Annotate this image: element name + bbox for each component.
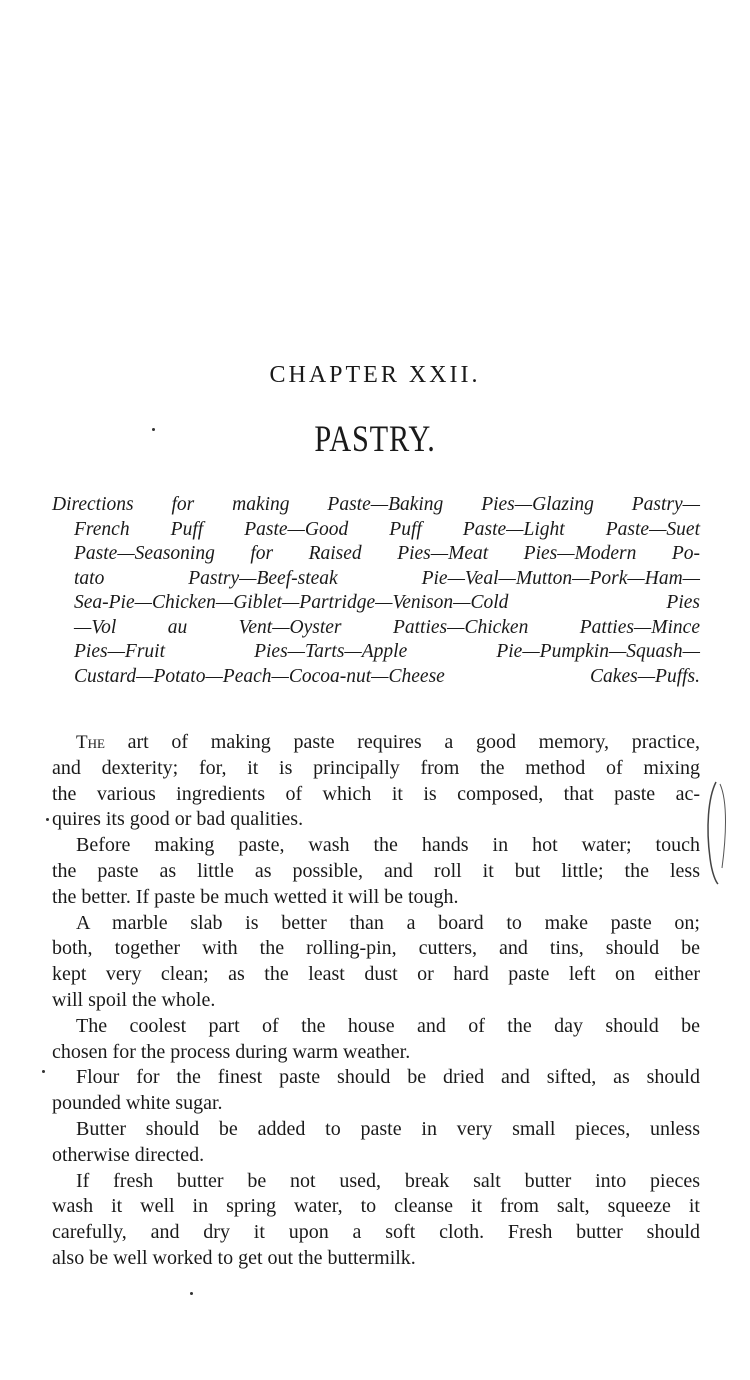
body-line: both, together with the rolling-pin, cutters, and tins, should be [52,937,700,960]
scan-speck [46,818,49,821]
body-line: pounded white sugar. [52,1092,223,1115]
summary-line: French Puff Paste—Good Puff Paste—Light Paste—Suet [74,518,700,540]
body-line: will spoil the whole. [52,988,216,1011]
chapter-heading: CHAPTER XXII. [269,362,481,388]
body-line: wash it well in spring water, to cleanse it from salt, squeeze it [52,1195,700,1218]
summary-line: tato Pastry—Beef-steak Pie—Veal—Mutton—Pork—Ham— [74,567,700,589]
chapter-summary [52,493,700,689]
summary-line: Pies—Fruit Pies—Tarts—Apple Pie—Pumpkin—Squash— [74,641,700,662]
body-line: and dexterity; for, it is principally from the method of mixing [52,756,700,779]
body-line-text: art of making paste requires a good memory, practice, [104,731,700,753]
summary-line: —Vol au Vent—Oyster Patties—Chicken Patties—Mince [74,616,700,638]
scan-speck [190,1292,193,1295]
summary-line: Paste—Seasoning for Raised Pies—Meat Pies—Modern Po- [74,543,700,564]
body-line: The coolest part of the house and of the day should be [76,1014,700,1037]
body-line: otherwise directed. [52,1143,205,1166]
summary-line: Directions for making Paste—Baking Pies—Glazing Pastry— [52,494,700,515]
body-line: Before making paste, wash the hands in hot water; touch [76,834,700,857]
body-text [52,730,700,1272]
body-line [52,730,700,756]
body-line: If fresh butter be not used, break salt butter into pieces [76,1169,700,1192]
chapter-title: PASTRY. [314,419,436,460]
body-line: also be well worked to get out the buttermilk. [52,1246,416,1269]
margin-mark-icon [702,778,732,888]
body-line: quires its good or bad qualities. [52,808,304,831]
drop-word: The [76,732,105,753]
body-line: A marble slab is better than a board to make paste on; [76,911,700,934]
scan-speck [152,428,155,431]
summary-line: Custard—Potato—Peach—Cocoa-nut—Cheese Cakes—Puffs. [74,665,700,687]
scan-speck [42,1070,45,1073]
body-line: carefully, and dry it upon a soft cloth. Fresh butter should [52,1221,700,1244]
summary-line: Sea-Pie—Chicken—Giblet—Partridge—Venison—Cold Pies [74,592,700,613]
body-line: the better. If paste be much wetted it will be tough. [52,885,459,908]
body-line: chosen for the process during warm weather. [52,1040,411,1063]
body-line: Butter should be added to paste in very small pieces, unless [76,1117,700,1140]
body-line: the paste as little as possible, and roll it but little; the less [52,859,700,882]
body-line: kept very clean; as the least dust or hard paste left on either [52,963,700,986]
body-line: Flour for the finest paste should be dried and sifted, as should [76,1066,700,1089]
body-line: the various ingredients of which it is composed, that paste ac- [52,782,700,805]
